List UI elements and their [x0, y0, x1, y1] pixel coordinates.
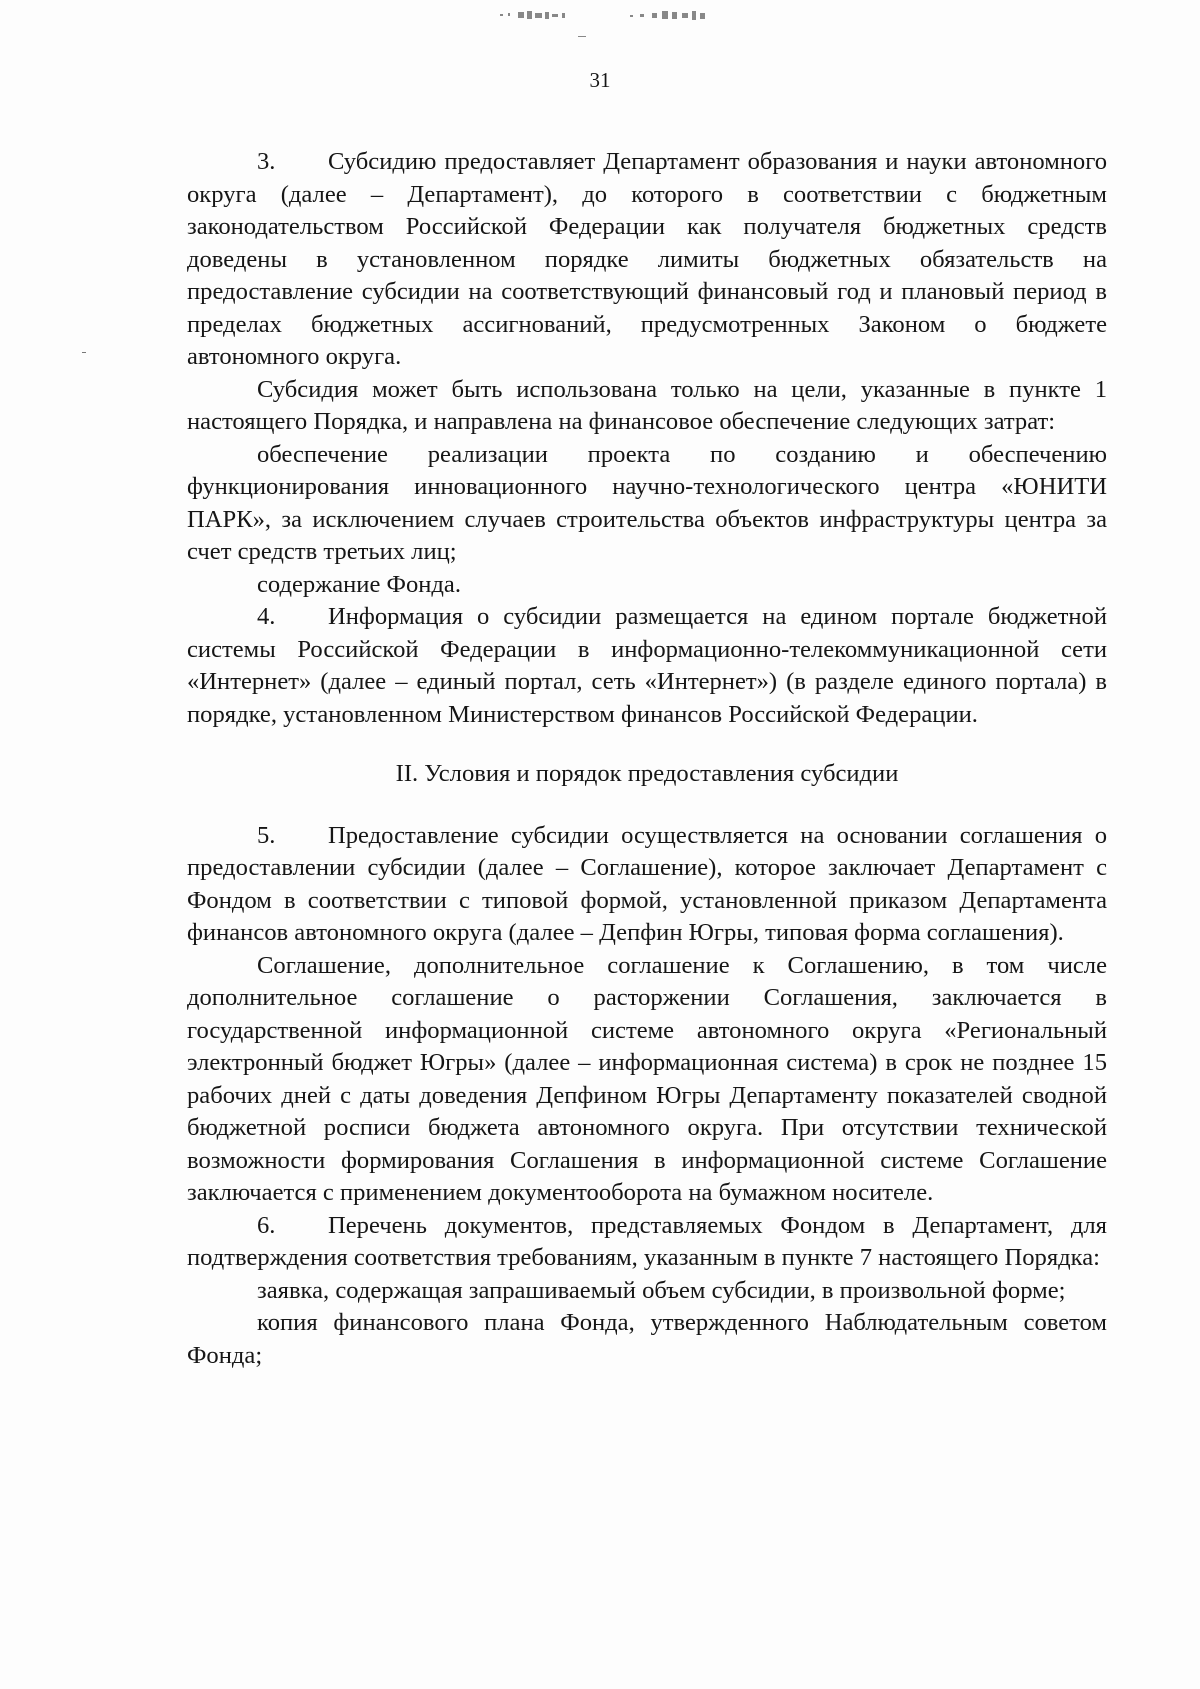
scan-artifact	[500, 8, 590, 22]
section-heading: II. Условия и порядок предоставления субсидии	[395, 760, 899, 787]
scan-artifact	[630, 8, 730, 22]
scan-artifact	[578, 36, 586, 37]
paragraph-text: Перечень документов, представляемых Фондом в Департамент, для подтверждения соответствия требованиям, указанным в пункте 7 настоящего Порядка:	[187, 1211, 1107, 1271]
paragraph: Соглашение, дополнительное соглашение к Соглашению, в том числе дополнительное соглашение о расторжении Соглашения, заключается в государственной информационной системе автономного округа «Региональный электронный бюджет Югры» (далее – информационная система) в срок не позднее 15 рабочих дней с даты доведения Депфином Югры Департаменту показателей сводной бюджетной росписи бюджета автономного округа. При отсутствии технической возможности формирования Соглашения в информационной системе Соглашение заключается с применением документооборота на бумажном носителе.	[187, 951, 1107, 1206]
page-number: 31	[589, 68, 611, 92]
paragraph: Субсидия может быть использована только на цели, указанные в пункте 1 настоящего Порядка, и направлена на финансовое обеспечение следующих затрат:	[187, 375, 1107, 435]
scan-artifact	[82, 352, 86, 353]
paragraph-number: 3.	[257, 148, 276, 175]
paragraph: копия финансового плана Фонда, утвержденного Наблюдательным советом Фонда;	[187, 1309, 1107, 1369]
paragraph-number: 6.	[257, 1211, 276, 1239]
paragraph-5	[187, 820, 1107, 950]
document-body	[187, 146, 1107, 1372]
paragraph-6	[187, 1210, 1107, 1275]
paragraph: заявка, содержащая запрашиваемый объем субсидии, в произвольной форме;	[257, 1276, 1066, 1304]
paragraph: обеспечение реализации проекта по созданию и обеспечению функционирования инновационного научно-технологического центра «ЮНИТИ ПАРК», за исключением случаев строительства объектов инфраструктуры центра за счет средств третьих лиц;	[187, 440, 1107, 565]
paragraph-number: 4.	[257, 603, 276, 630]
paragraph-text: Предоставление субсидии осуществляется на основании соглашения о предоставлении субсидии (далее – Соглашение), которое заключает Департамент с Фондом в соответствии с типовой формой, установленной приказом Департамента финансов автономного округа (далее – Депфин Югры, типовая форма соглашения).	[187, 821, 1107, 946]
paragraph-text: Информация о субсидии размещается на едином портале бюджетной системы Российской Федерации в информационно-телекоммуникационной сети «Интернет» (далее – единый портал, сеть «Интернет») (в разделе единого портала) в порядке, установленном Министерством финансов Российской Федерации.	[187, 603, 1107, 728]
paragraph-3	[187, 146, 1107, 374]
paragraph-4	[187, 601, 1107, 731]
paragraph: содержание Фонда.	[257, 570, 461, 598]
paragraph-number: 5.	[257, 821, 276, 849]
paragraph-text: Субсидию предоставляет Департамент образования и науки автономного округа (далее – Департамент), до которого в соответствии с бюджетным законодательством Российской Федерации как получателя бюджетных средств доведены в установленном порядке лимиты бюджетных обязательств на предоставление субсидии на соответствующий финансовый год и плановый период в пределах бюджетных ассигнований, предусмотренных Законом о бюджете автономного округа.	[187, 148, 1107, 370]
